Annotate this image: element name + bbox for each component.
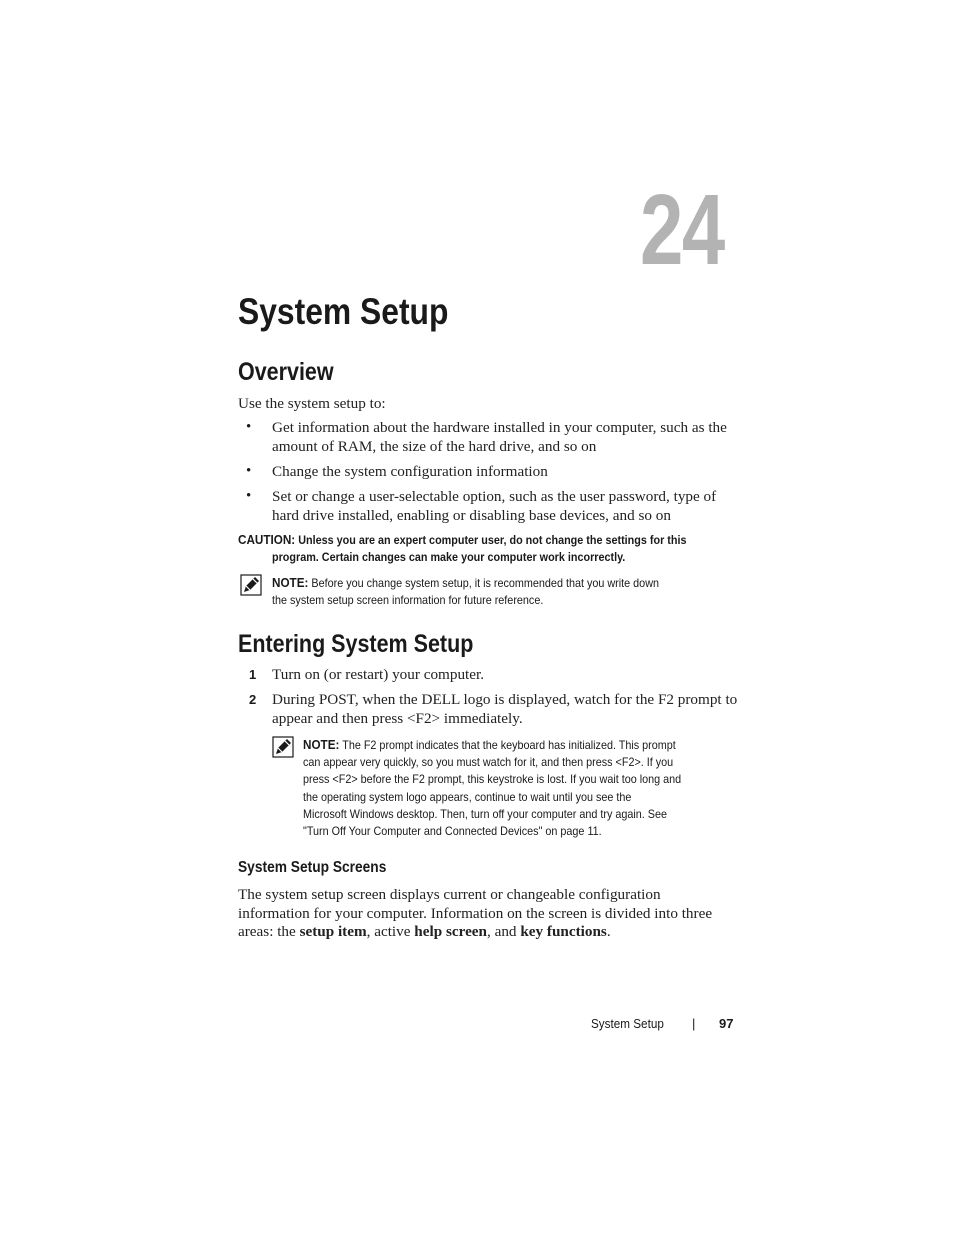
- bullet-marker: •: [246, 488, 252, 504]
- screens-text: , active: [366, 923, 415, 940]
- entering-heading: Entering System Setup: [238, 630, 474, 658]
- overview-heading: Overview: [238, 358, 334, 386]
- note-text-line: Microsoft Windows desktop. Then, turn off your computer and try again. See: [303, 806, 667, 821]
- note-text-line: the operating system logo appears, continue to wait until you see the: [303, 789, 632, 804]
- list-item: Change the system configuration information: [272, 463, 548, 480]
- list-item: Get information about the hardware installed in your computer, such as the amount of RAM, the size of the hard drive, and so on: [272, 419, 727, 455]
- note-text-line: can appear very quickly, so you must watch for it, and then press <F2>. If you: [303, 755, 674, 770]
- term-setup-item: setup item: [299, 923, 367, 940]
- step-number: 1: [249, 667, 257, 682]
- screens-text: , and: [487, 923, 521, 940]
- screens-text: The system setup screen displays current or changeable configuration information for your computer. Information on the screen is divided into three areas: the: [238, 886, 713, 940]
- note-text-line2: the system setup screen information for future reference.: [272, 593, 544, 608]
- note-block: [272, 574, 792, 609]
- screens-paragraph: [238, 886, 728, 942]
- caution-label: CAUTION:: [238, 532, 296, 547]
- list-item: Set or change a user-selectable option, such as the user password, type of hard drive installed, enabling or disabling base devices, and so on: [272, 488, 717, 524]
- step-text: During POST, when the DELL logo is displayed, watch for the F2 prompt to appear and then press <F2> immediately.: [272, 691, 738, 727]
- pencil-note-icon: [272, 736, 294, 758]
- note-text-line: The F2 prompt indicates that the keyboard has initialized. This prompt: [342, 738, 676, 752]
- note-text-line: "Turn Off Your Computer and Connected Devices" on page 11.: [303, 824, 602, 839]
- chapter-number: 24: [640, 174, 724, 286]
- page-number: 97: [719, 1016, 734, 1031]
- footer-section: System Setup: [591, 1016, 664, 1031]
- step-text: Turn on (or restart) your computer.: [272, 666, 485, 683]
- note-text-line: press <F2> before the F2 prompt, this keystroke is lost. If you wait too long and: [303, 772, 682, 787]
- caution-text-line2: program. Certain changes can make your computer work incorrectly.: [272, 550, 626, 565]
- note-text-line1: Before you change system setup, it is recommended that you write down: [311, 576, 659, 590]
- page-title: System Setup: [238, 291, 449, 332]
- term-key-functions: key functions: [520, 923, 607, 940]
- caution-text-line1: Unless you are an expert computer user, do not change the settings for this: [298, 533, 687, 547]
- note-label: NOTE:: [303, 737, 340, 752]
- step-number: 2: [249, 692, 257, 707]
- bullet-marker: •: [246, 463, 252, 479]
- bullet-marker: •: [246, 419, 252, 435]
- caution-block: [238, 531, 798, 566]
- term-help-screen: help screen: [414, 923, 487, 940]
- footer-divider: |: [692, 1016, 696, 1031]
- note-label: NOTE:: [272, 575, 309, 590]
- note-block-post: [303, 736, 783, 840]
- pencil-note-icon: [240, 574, 262, 596]
- screens-heading: System Setup Screens: [238, 859, 387, 876]
- overview-intro: Use the system setup to:: [238, 395, 386, 412]
- screens-text: .: [606, 923, 611, 940]
